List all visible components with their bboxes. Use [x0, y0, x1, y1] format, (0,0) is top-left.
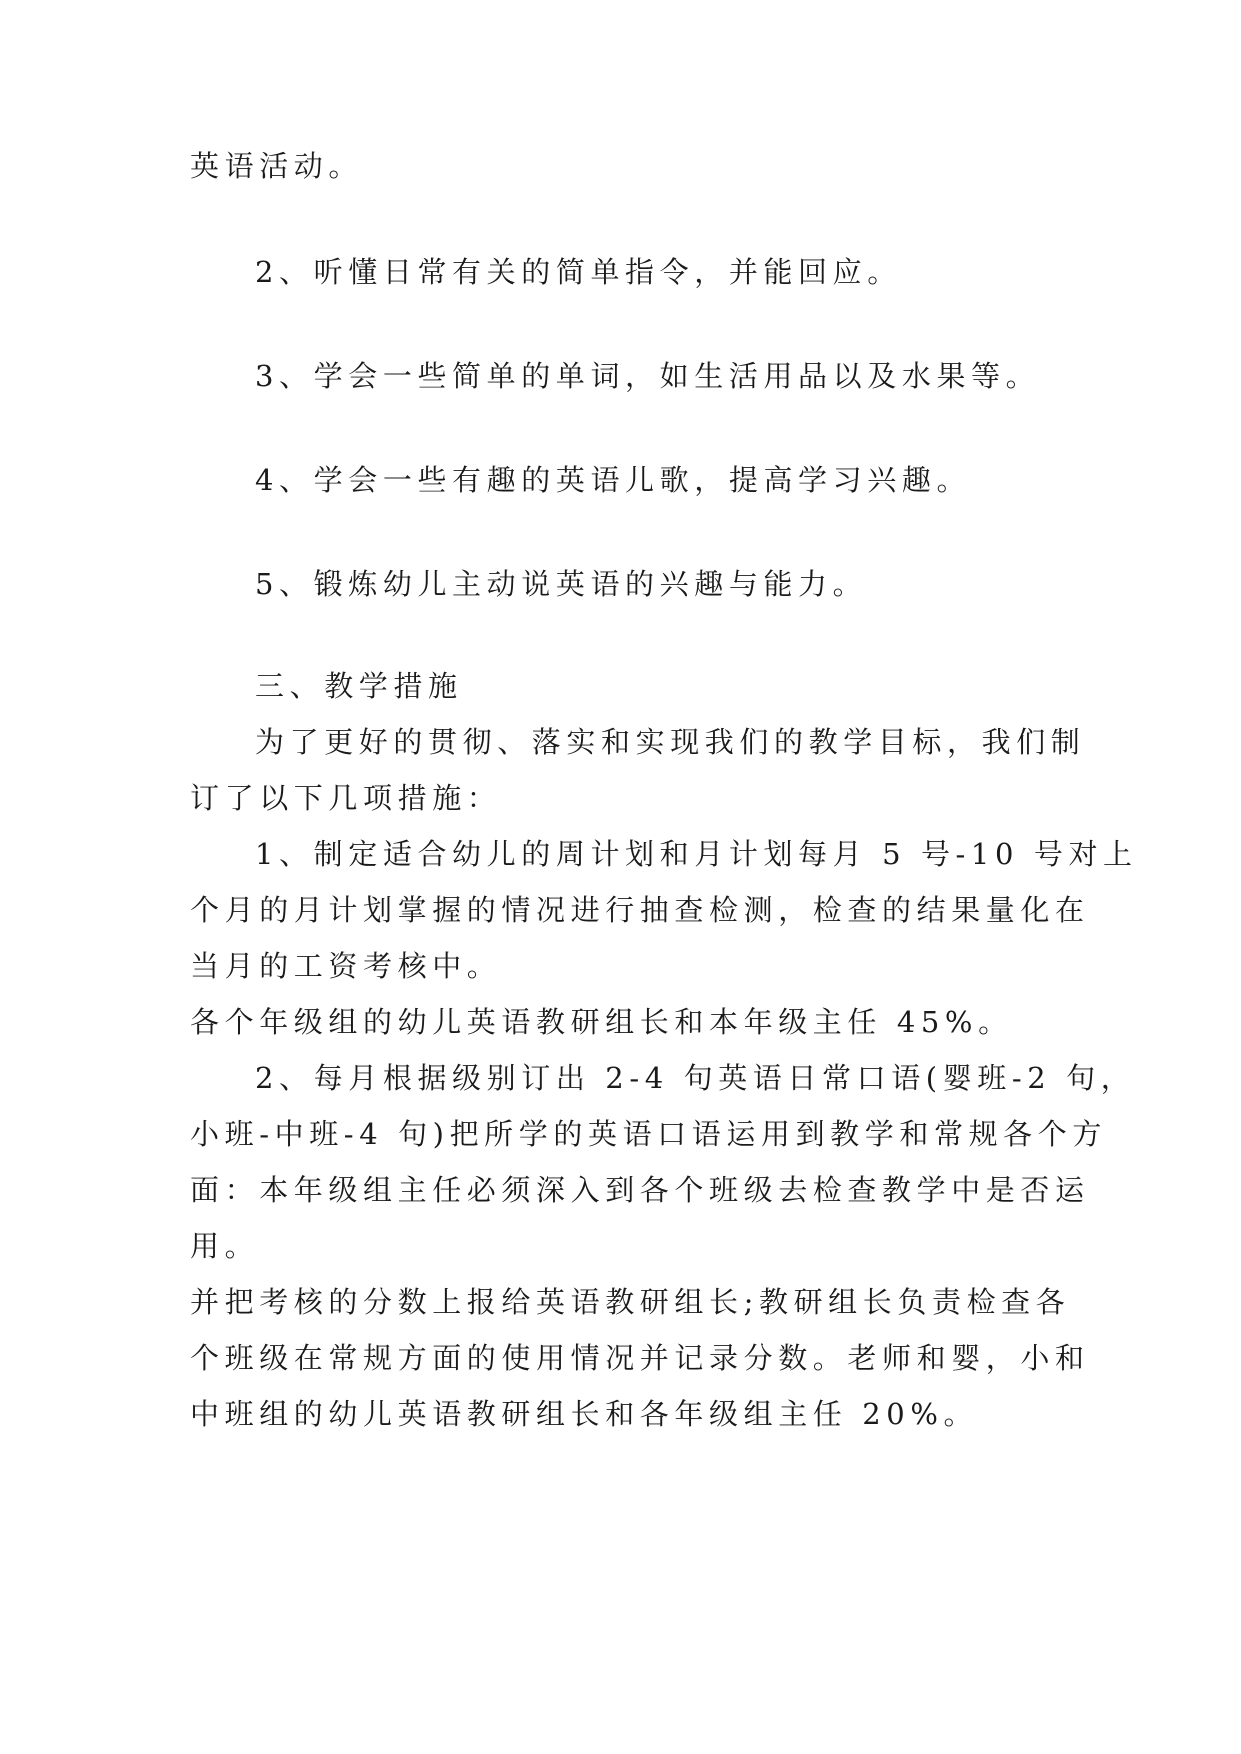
paragraph-line: 英语活动。: [190, 149, 364, 183]
measure-item-2: 2、每月根据级别订出 2-4 句英语日常口语(婴班-2 句，: [255, 1061, 1136, 1095]
goal-item-3: 3、学会一些简单的单词，如生活用品以及水果等。: [255, 359, 1041, 393]
goal-item-5: 5、锻炼幼儿主动说英语的兴趣与能力。: [255, 567, 868, 601]
paragraph-line: 当月的工资考核中。: [190, 949, 502, 983]
paragraph-line: 用。: [190, 1229, 260, 1263]
paragraph-line: 中班组的幼儿英语教研组长和各年级组主任 20%。: [190, 1397, 979, 1431]
paragraph-line: 小班-中班-4 句)把所学的英语口语运用到教学和常规各个方: [190, 1117, 1107, 1151]
goal-item-2: 2、听懂日常有关的简单指令，并能回应。: [255, 255, 902, 289]
paragraph-line: 为了更好的贯彻、落实和实现我们的教学目标，我们制: [255, 725, 1086, 759]
measure-item-1: 1、制定适合幼儿的周计划和月计划每月 5 号-10 号对上: [255, 837, 1138, 871]
paragraph-line: 并把考核的分数上报给英语教研组长;教研组长负责检查各: [190, 1285, 1071, 1319]
paragraph-line: 订了以下几项措施：: [190, 781, 502, 815]
section-heading: 三、教学措施: [255, 669, 463, 703]
goal-item-4: 4、学会一些有趣的英语儿歌，提高学习兴趣。: [255, 463, 972, 497]
paragraph-line: 各个年级组的幼儿英语教研组长和本年级主任 45%。: [190, 1005, 1013, 1039]
paragraph-line: 个月的月计划掌握的情况进行抽查检测，检查的结果量化在: [190, 893, 1090, 927]
paragraph-line: 面：本年级组主任必须深入到各个班级去检查教学中是否运: [190, 1173, 1090, 1207]
paragraph-line: 个班级在常规方面的使用情况并记录分数。老师和婴，小和: [190, 1341, 1090, 1375]
